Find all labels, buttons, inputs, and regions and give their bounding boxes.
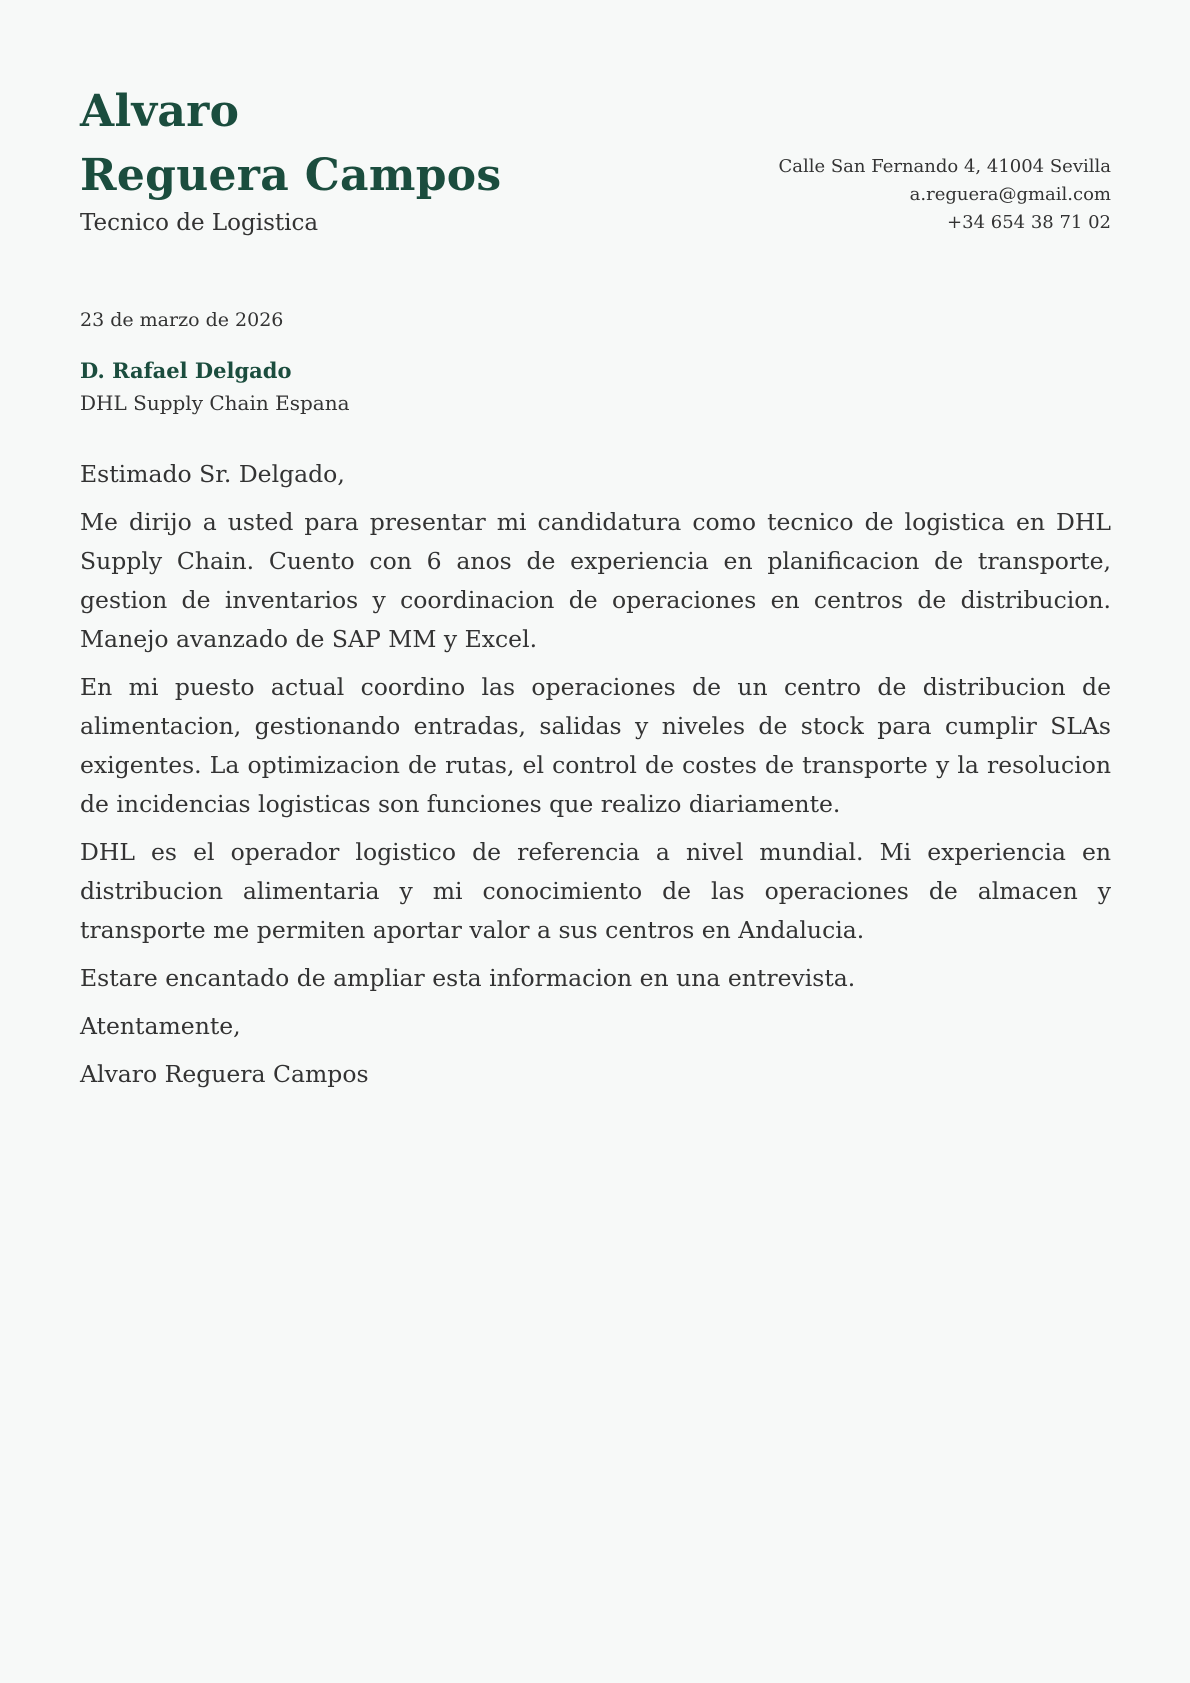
contact-email: a.reguera@gmail.com <box>909 184 1111 205</box>
applicant-name-block <box>80 80 502 238</box>
paragraph-company-fit: DHL es el operador logistico de referencia a nivel mundial. Mi experiencia en distribucion alimentaria y mi conocimiento de las operaciones de almacen y transporte me permiten aportar valor a sus centros en Andalucia. <box>80 838 1111 944</box>
contact-address: Calle San Fernando 4, 41004 Sevilla <box>778 156 1111 177</box>
applicant-last-name: Reguera Campos <box>80 150 502 201</box>
paragraph-interview: Estare encantado de ampliar esta informacion en una entrevista. <box>80 964 856 992</box>
contact-phone: +34 654 38 71 02 <box>947 212 1111 233</box>
paragraph-current-role: En mi puesto actual coordino las operaciones de un centro de distribucion de alimentacion, gestionando entradas, salidas y niveles de stock para cumplir SLAs exigentes. La optimizacion de rutas, el control de costes de transporte y la resolucion de incidencias logisticas son funciones que realizo diariamente. <box>80 673 1111 818</box>
applicant-first-name: Alvaro <box>80 86 240 137</box>
recipient-name: D. Rafael Delgado <box>80 358 292 383</box>
recipient-company: DHL Supply Chain Espana <box>80 391 350 415</box>
recipient-block <box>80 355 350 419</box>
contact-info <box>778 153 1111 237</box>
letter-header <box>80 80 1111 250</box>
closing: Atentamente, <box>80 1012 241 1040</box>
signature: Alvaro Reguera Campos <box>80 1060 369 1088</box>
paragraph-intro: Me dirijo a usted para presentar mi candidatura como tecnico de logistica en DHL Supply Chain. Cuento con 6 anos de experiencia en planificacion de transporte, gestion de inventarios y coordinacion de operaciones en centros de distribucion. Manejo avanzado de SAP MM y Excel. <box>80 508 1111 653</box>
cover-letter-page <box>80 80 1111 1088</box>
letter-date: 23 de marzo de 2026 <box>80 309 284 331</box>
letter-body <box>80 455 1111 1103</box>
applicant-role: Tecnico de Logistica <box>80 210 319 236</box>
salutation: Estimado Sr. Delgado, <box>80 460 345 488</box>
